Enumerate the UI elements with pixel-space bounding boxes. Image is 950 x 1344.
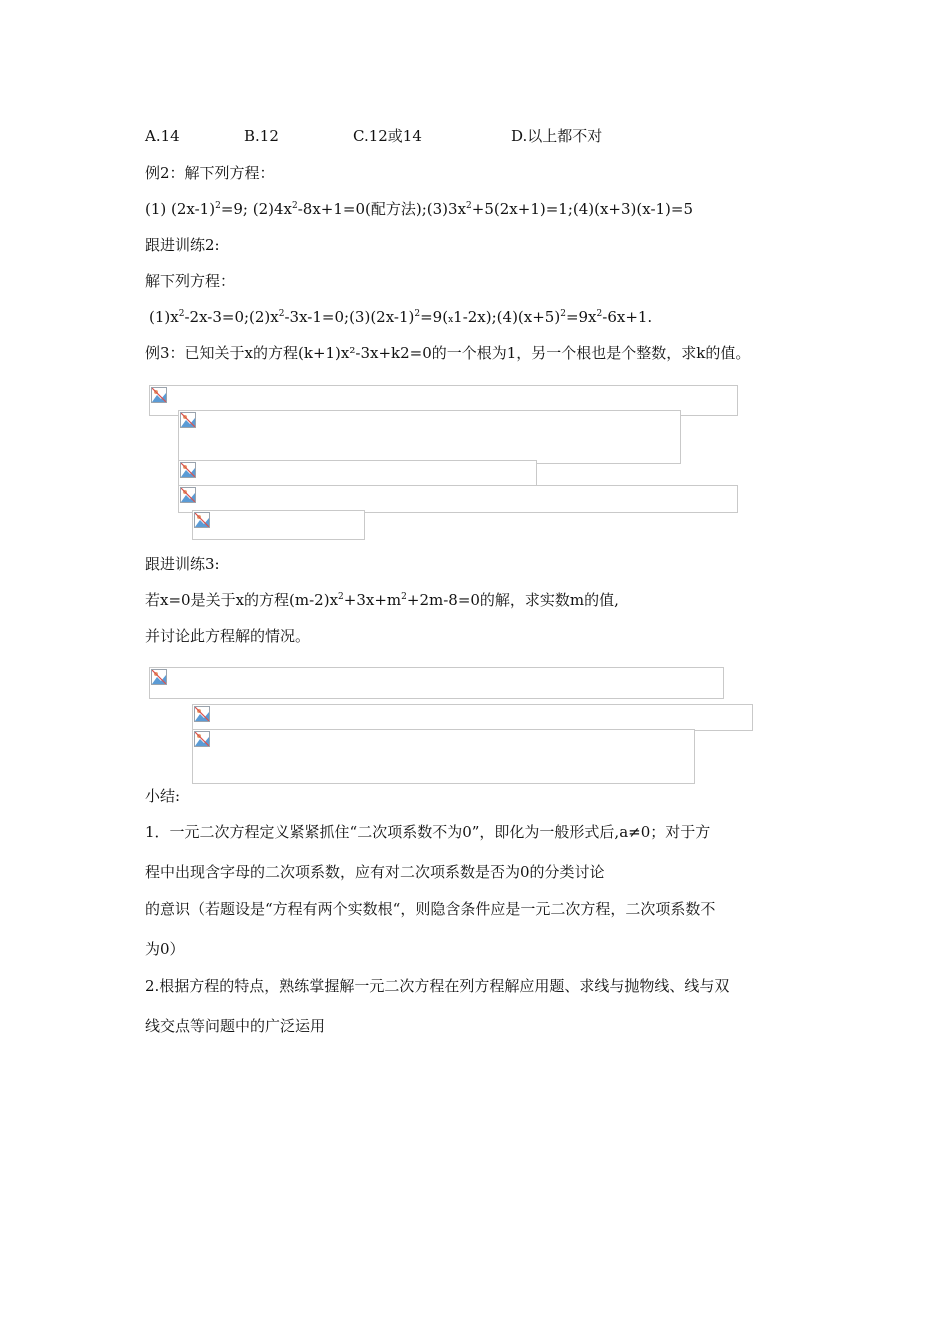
summary-point2-line2: 线交点等问题中的广泛运用 [145, 1017, 326, 1035]
example2-title: 例2：解下列方程： [145, 164, 275, 182]
choice-c: C.12或14 [353, 127, 422, 145]
broken-image-icon [180, 487, 196, 503]
image-placeholder [178, 485, 738, 513]
image-placeholder [178, 410, 681, 464]
broken-image-icon [194, 731, 210, 747]
practice3-title: 跟进训练3: [145, 555, 220, 573]
practice2-subtitle: 解下列方程： [145, 272, 236, 290]
image-placeholder [192, 704, 753, 731]
summary-point1-line4: 为0） [145, 940, 185, 958]
summary-point1-line3: 的意识（若题设是“方程有两个实数根“，则隐含条件应是一元二次方程，二次项系数不 [145, 900, 716, 918]
summary-title: 小结: [145, 787, 181, 805]
summary-point1-line1: 1．一元二次方程定义紧紧抓住“二次项系数不为0”，即化为一般形式后,a≠0；对于方 [145, 823, 711, 841]
broken-image-icon [180, 412, 196, 428]
image-placeholder [192, 729, 695, 784]
image-placeholder [149, 667, 724, 699]
example3-text: 例3：已知关于x的方程(k+1)x²-3x+k2=0的一个根为1，另一个根也是个整数，求k的值。 [145, 344, 751, 362]
choice-b: B.12 [244, 127, 279, 145]
broken-image-icon [151, 387, 167, 403]
summary-point1-line2: 程中出现含字母的二次项系数，应有对二次项系数是否为0的分类讨论 [145, 863, 605, 881]
broken-image-icon [180, 462, 196, 478]
summary-point2-line1: 2.根据方程的特点，熟练掌握解一元二次方程在列方程解应用题、求线与抛物线、线与双 [145, 977, 730, 995]
broken-image-icon [194, 706, 210, 722]
practice3-question-line2: 并讨论此方程解的情况。 [145, 627, 311, 645]
practice2-title: 跟进训练2: [145, 236, 220, 254]
practice2-equations: $(1)x^2-2x-3=0;(2)x^2-3x-1=0;(3)(2x-1)^2=9(x1-2x);(4)(x+5)^2=9x^2-6x+1$. [149, 308, 653, 326]
example2-equations: (1) $(2x-1)^2=9$; $(2)4x^2-8x+1=0$(配方法)$;(3)3x^2+5(2x+1)=1;(4)(x+3)(x-1)=5$ [145, 200, 694, 218]
broken-image-icon [194, 512, 210, 528]
practice3-question: 若x=0是关于x的方程$(m-2)x^2+3x+m^2+2m-8=0$的解，求实数m的值, [145, 591, 619, 609]
choice-a: A.14 [145, 127, 180, 145]
broken-image-icon [151, 669, 167, 685]
image-placeholder [192, 510, 365, 540]
choice-d: D.以上都不对 [511, 127, 603, 145]
